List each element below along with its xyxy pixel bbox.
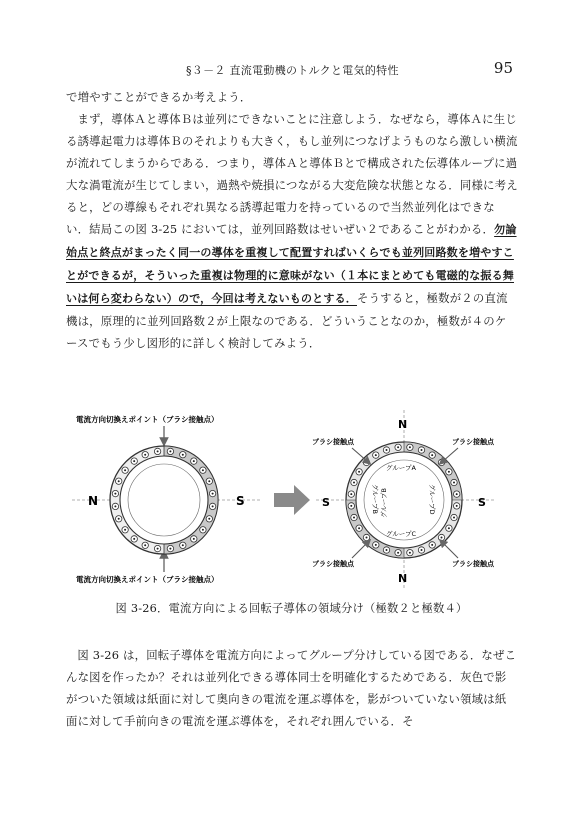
left-conductor-dot <box>118 518 120 520</box>
left-conductor-dot <box>182 454 184 456</box>
figure-caption: 図 3-26．電流方向による回転子導体の領域分け（極数２と極数４） <box>115 602 468 615</box>
left-conductor-dot <box>208 518 210 520</box>
right-conductor-dot <box>358 527 360 529</box>
left-conductor-dot <box>114 505 116 507</box>
paragraph-2-text: まず，導体Ａと導体Ｂは並列にできないことに注意しよう．なぜなら，導体Ａに生じる誘導起電力は導体Ｂのそれよりも大きく，もし並列につなげようものなら激しい横流が流れてしまうからである．つまり，導体Ａと導体Ｂとで構成された伝導体ループに過大な渦電流が生じてしまい，過熱や焼損につながる大変危険な状態となる．同様に考えると，どの導線もそれぞれ異なる誘導起電力を持っているので当然並列化はできない．結局この図 3-25 においては，並列回路数はせいぜい２であることがわかる． <box>66 112 518 236</box>
right-pole-n-bottom: N <box>398 572 408 585</box>
left-conductor-dot <box>212 505 214 507</box>
left-conductor-dot <box>144 454 146 456</box>
right-conductor-dot <box>353 482 355 484</box>
left-conductor-dot <box>193 460 195 462</box>
paragraph-2-tail: そうすると，極数が２の直流機は，原理的に並列回路数２が上限なのである．どういうことなのか，極数が４のケースでもう少し図形的に詳しく検討してみよう． <box>66 291 508 350</box>
figure-diagram <box>66 408 518 598</box>
group-b-inner-label: グループB <box>380 488 388 518</box>
right-conductor-dot <box>353 517 355 519</box>
paragraph-2 <box>66 108 518 354</box>
left-conductor-dot <box>169 548 171 550</box>
left-conductor-dot <box>169 450 171 452</box>
right-conductor-dot <box>448 527 450 529</box>
left-pole-n: N <box>88 494 99 508</box>
left-conductor-dot <box>144 544 146 546</box>
brush-label-top-left: ブラシ接触点 <box>312 438 354 446</box>
left-conductor-dot <box>208 480 210 482</box>
left-conductor-dot <box>202 469 204 471</box>
figure-3-26 <box>66 408 518 598</box>
right-conductor-dot <box>409 446 411 448</box>
paragraph-1: で増やすことができるか考えよう． <box>66 90 252 104</box>
brush-label-bottom-right: ブラシ接触点 <box>452 560 494 568</box>
four-pole-diagram <box>312 410 496 588</box>
right-conductor-dot <box>397 552 399 554</box>
left-conductor-dot <box>157 450 159 452</box>
section-title: §３－２ 直流電動機のトルクと電気的特性 <box>186 64 399 77</box>
right-conductor-dot <box>448 471 450 473</box>
left-conductor-dot <box>118 480 120 482</box>
right-conductor-dot <box>350 505 352 507</box>
group-b-left-label: グループB <box>371 484 379 514</box>
group-c-label: グループC <box>386 530 417 538</box>
right-pole-s-left: S <box>322 496 330 509</box>
paragraph-2-emphasis: 勿論始点と終点がまったく同一の導体を重複して配置すればいくらでも並列回路数を増やすことができるが，そういった重複は物理的に意味がない（１本にまとめても電磁的な振る舞いは何ら変わらない）ので，今回は考えないものとする． <box>66 223 517 305</box>
left-top-label: 電流方向切換えポイント（ブラシ接触点） <box>76 415 219 424</box>
right-conductor-dot <box>421 549 423 551</box>
group-a-label: グループA <box>386 464 416 472</box>
brush-label-bottom-left: ブラシ接触点 <box>312 560 354 568</box>
page-number: 95 <box>493 59 513 77</box>
right-conductor-dot <box>431 454 433 456</box>
right-pole-s-right: S <box>478 496 486 509</box>
left-conductor-dot <box>212 493 214 495</box>
left-conductor-dot <box>124 469 126 471</box>
left-pole-s: S <box>236 494 245 508</box>
right-conductor-dot <box>386 549 388 551</box>
right-conductor-dot <box>409 552 411 554</box>
right-conductor-dot <box>375 544 377 546</box>
right-conductor-dot <box>350 493 352 495</box>
left-conductor-dot <box>133 460 135 462</box>
left-conductor-dot <box>182 544 184 546</box>
right-conductor-dot <box>375 454 377 456</box>
left-conductor-dot <box>202 529 204 531</box>
left-conductor-dot <box>133 538 135 540</box>
left-conductor-dot <box>114 493 116 495</box>
left-conductor-dot <box>193 538 195 540</box>
right-conductor-dot <box>366 537 368 539</box>
right-conductor-dot <box>456 505 458 507</box>
left-conductor-dot <box>124 529 126 531</box>
right-conductor-dot <box>431 544 433 546</box>
group-d-label: グループD <box>428 484 436 515</box>
left-conductor-dot <box>157 548 159 550</box>
right-pole-n-top: N <box>398 418 408 431</box>
paragraph-3: 図 3-26 は，回転子導体を電流方向によってグループ分けしている図である．なぜこんな図を作ったか？それは並列化できる導体同士を明確化するためである．灰色で影がついた領域は紙面に対して奥向きの電流を運ぶ導体を，影がついていない領域は紙面に対して手前向きの電流を運ぶ導体を，それぞれ囲んでいる．そ <box>66 648 517 728</box>
brush-label-top-right: ブラシ接触点 <box>452 438 494 446</box>
right-conductor-dot <box>453 517 455 519</box>
page-header <box>0 59 583 80</box>
right-conductor-dot <box>386 449 388 451</box>
transition-arrow <box>274 485 310 515</box>
right-conductor-dot <box>397 446 399 448</box>
body-text-bottom <box>66 644 518 732</box>
body-text-top <box>66 86 518 354</box>
left-bottom-label: 電流方向切換えポイント（ブラシ接触点） <box>76 575 219 584</box>
right-conductor-dot <box>453 482 455 484</box>
right-conductor-dot <box>441 537 443 539</box>
two-pole-diagram <box>72 414 261 584</box>
right-conductor-dot <box>421 449 423 451</box>
right-conductor-dot <box>456 493 458 495</box>
right-conductor-dot <box>358 471 360 473</box>
